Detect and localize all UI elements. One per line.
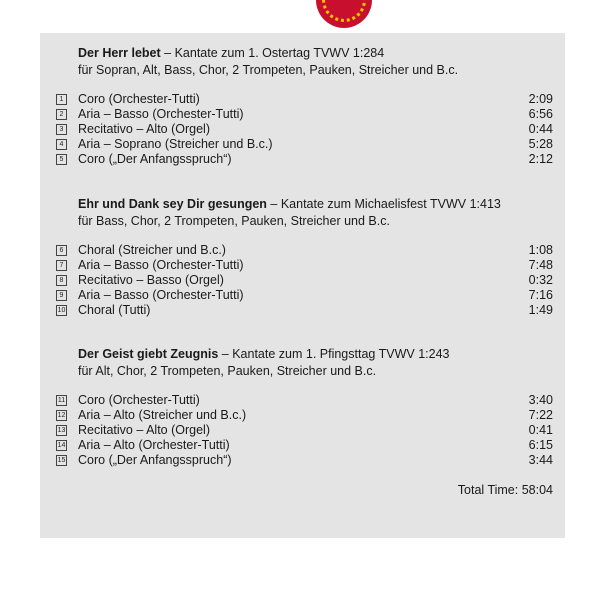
track-duration: 1:08 bbox=[528, 243, 553, 257]
cantata-title: Ehr und Dank sey Dir gesungen bbox=[78, 197, 267, 211]
track-duration: 7:48 bbox=[528, 258, 553, 272]
track-duration: 0:44 bbox=[528, 122, 553, 136]
track-title: Aria – Basso (Orchester-Tutti) bbox=[78, 258, 244, 272]
track-title: Aria – Soprano (Streicher und B.c.) bbox=[78, 137, 273, 151]
cantata-title: Der Geist giebt Zeugnis bbox=[78, 347, 219, 361]
track-duration: 2:12 bbox=[528, 152, 553, 166]
track-duration: 6:56 bbox=[528, 107, 553, 121]
track-number: 12 bbox=[57, 412, 66, 419]
track-row bbox=[40, 408, 565, 423]
track-row bbox=[40, 438, 565, 453]
track-duration: 1:49 bbox=[528, 303, 553, 317]
track-duration: 3:44 bbox=[528, 453, 553, 467]
track-title: Coro („Der Anfangsspruch“) bbox=[78, 152, 232, 166]
track-number: 3 bbox=[56, 124, 67, 135]
track-row bbox=[40, 393, 565, 408]
track-row bbox=[40, 92, 565, 107]
track-number: 5 bbox=[56, 154, 67, 165]
total-time: Total Time: 58:04 bbox=[457, 483, 553, 497]
track-title: Aria – Basso (Orchester-Tutti) bbox=[78, 107, 244, 121]
record-label-logo-icon bbox=[316, 0, 372, 28]
track-duration: 0:41 bbox=[528, 423, 553, 437]
track-title: Recitativo – Alto (Orgel) bbox=[78, 423, 210, 437]
track-number: 10 bbox=[57, 307, 66, 314]
track-title: Coro (Orchester-Tutti) bbox=[78, 92, 200, 106]
track-number: 7 bbox=[56, 260, 67, 271]
cantata-heading bbox=[78, 196, 555, 230]
track-row bbox=[40, 303, 565, 318]
track-title: Aria – Alto (Orchester-Tutti) bbox=[78, 438, 230, 452]
track-number: 9 bbox=[56, 290, 67, 301]
cantata-description: – Kantate zum 1. Pfingsttag TVWV 1:243 bbox=[221, 347, 450, 361]
track-number: 11 bbox=[57, 397, 66, 404]
track-duration: 3:40 bbox=[528, 393, 553, 407]
logo-ring bbox=[322, 0, 366, 22]
track-row bbox=[40, 137, 565, 152]
track-number: 15 bbox=[57, 457, 66, 464]
track-title: Aria – Alto (Streicher und B.c.) bbox=[78, 408, 247, 422]
cantata-title: Der Herr lebet bbox=[78, 46, 161, 60]
cantata-scoring: für Sopran, Alt, Bass, Chor, 2 Trompeten, Pauken, Streicher und B.c. bbox=[78, 63, 459, 77]
track-title: Aria – Basso (Orchester-Tutti) bbox=[78, 288, 244, 302]
track-duration: 7:16 bbox=[528, 288, 553, 302]
track-duration: 2:09 bbox=[528, 92, 553, 106]
track-row bbox=[40, 243, 565, 258]
track-number: 13 bbox=[57, 427, 66, 434]
track-title: Choral (Streicher und B.c.) bbox=[78, 243, 226, 257]
track-title: Coro (Orchester-Tutti) bbox=[78, 393, 200, 407]
cantata-scoring: für Bass, Chor, 2 Trompeten, Pauken, Streicher und B.c. bbox=[78, 214, 390, 228]
track-row bbox=[40, 453, 565, 468]
track-number: 2 bbox=[56, 109, 67, 120]
track-row bbox=[40, 288, 565, 303]
track-title: Recitativo – Alto (Orgel) bbox=[78, 122, 210, 136]
track-number: 6 bbox=[56, 245, 67, 256]
track-row bbox=[40, 423, 565, 438]
track-row bbox=[40, 258, 565, 273]
track-duration: 0:32 bbox=[528, 273, 553, 287]
track-number: 8 bbox=[56, 275, 67, 286]
cantata-scoring: für Alt, Chor, 2 Trompeten, Pauken, Streicher und B.c. bbox=[78, 364, 377, 378]
track-number: 14 bbox=[57, 442, 66, 449]
cantata-heading bbox=[78, 346, 555, 380]
track-number: 4 bbox=[56, 139, 67, 150]
track-title: Coro („Der Anfangsspruch“) bbox=[78, 453, 232, 467]
track-number: 1 bbox=[56, 94, 67, 105]
cantata-heading bbox=[78, 45, 555, 79]
track-duration: 7:22 bbox=[528, 408, 553, 422]
track-duration: 5:28 bbox=[528, 137, 553, 151]
track-duration: 6:15 bbox=[528, 438, 553, 452]
cantata-description: – Kantate zum 1. Ostertag TVWV 1:284 bbox=[164, 46, 385, 60]
track-row bbox=[40, 152, 565, 167]
cantata-description: – Kantate zum Michaelisfest TVWV 1:413 bbox=[270, 197, 501, 211]
track-row bbox=[40, 122, 565, 137]
track-title: Choral (Tutti) bbox=[78, 303, 151, 317]
track-title: Recitativo – Basso (Orgel) bbox=[78, 273, 224, 287]
tracklist-panel bbox=[40, 33, 565, 538]
track-row bbox=[40, 107, 565, 122]
track-row bbox=[40, 273, 565, 288]
